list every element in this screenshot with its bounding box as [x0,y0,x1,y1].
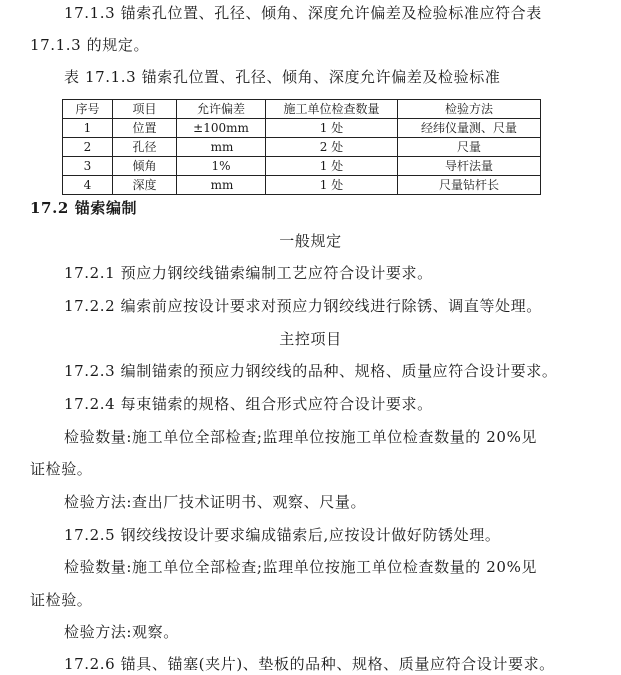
inspection-method-2: 检验方法:观察。 [64,623,179,641]
cell-no: 4 [63,176,113,195]
cell-deviation: ±100mm [177,119,266,138]
cell-method: 经纬仪量测、尺量 [398,119,541,138]
cell-method: 尺量 [398,138,541,157]
header-method: 检验方法 [398,100,541,119]
clause-17-2-3: 17.2.3 编制锚索的预应力钢绞线的品种、规格、质量应符合设计要求。 [64,362,558,380]
cell-count: 1 处 [266,176,398,195]
tolerance-table [62,99,541,195]
clause-17-2-6: 17.2.6 锚具、锚塞(夹片)、垫板的品种、规格、质量应符合设计要求。 [64,655,555,673]
clause-17-2-5: 17.2.5 钢绞线按设计要求编成锚索后,应按设计做好防锈处理。 [64,526,501,544]
section-title: 17.2 锚索编制 [30,199,138,217]
cell-item: 倾角 [113,157,177,176]
header-no: 序号 [63,100,113,119]
header-deviation: 允许偏差 [177,100,266,119]
cell-item: 深度 [113,176,177,195]
deviation-with-superscript [209,138,234,156]
inspection-quantity-1-line2: 证检验。 [30,460,93,478]
inspection-quantity-2-line1: 检验数量:施工单位全部检查;监理单位按施工单位检查数量的 20%见 [64,558,538,576]
cell-item: 位置 [113,119,177,138]
cell-no: 2 [63,138,113,157]
deviation-unit: mm [210,140,234,154]
clause-17-2-2: 17.2.2 编索前应按设计要求对预应力钢绞线进行除锈、调直等处理。 [64,297,542,315]
table-row [63,157,541,176]
cell-no: 1 [63,119,113,138]
cell-method: 尺量钻杆长 [398,176,541,195]
table-caption: 表 17.1.3 锚索孔位置、孔径、倾角、深度允许偏差及检验标准 [64,68,501,86]
table-row [63,119,541,138]
header-count: 施工单位检查数量 [266,100,398,119]
cell-count: 1 处 [266,157,398,176]
cell-item: 孔径 [113,138,177,157]
header-item: 项目 [113,100,177,119]
deviation-superscript [203,176,227,177]
cell-no: 3 [63,157,113,176]
inspection-quantity-2-line2: 证检验。 [30,591,93,609]
clause-17-2-4: 17.2.4 每束锚索的规格、组合形式应符合设计要求。 [64,395,433,413]
inspection-method-1: 检验方法:查出厂技术证明书、观察、尺量。 [64,493,367,511]
table-row [63,138,541,157]
clause-17-2-1: 17.2.1 预应力钢绞线锚索编制工艺应符合设计要求。 [64,264,433,282]
table-header-row [63,100,541,119]
inspection-quantity-1-line1: 检验数量:施工单位全部检查;监理单位按施工单位检查数量的 20%见 [64,428,538,446]
cell-deviation: 1% [177,157,266,176]
table-row [63,176,541,195]
deviation-superscript [203,138,222,139]
clause-17-1-3-line1: 17.1.3 锚索孔位置、孔径、倾角、深度允许偏差及检验标准应符合表 [64,4,542,22]
cell-deviation [177,176,266,195]
cell-count: 2 处 [266,138,398,157]
deviation-with-superscript [209,176,234,194]
cell-deviation [177,138,266,157]
cell-count: 1 处 [266,119,398,138]
general-rules-heading: 一般规定 [279,232,342,250]
deviation-unit: mm [210,178,234,192]
cell-method: 导杆法量 [398,157,541,176]
main-control-heading: 主控项目 [279,330,342,348]
clause-17-1-3-line2: 17.1.3 的规定。 [30,36,150,54]
